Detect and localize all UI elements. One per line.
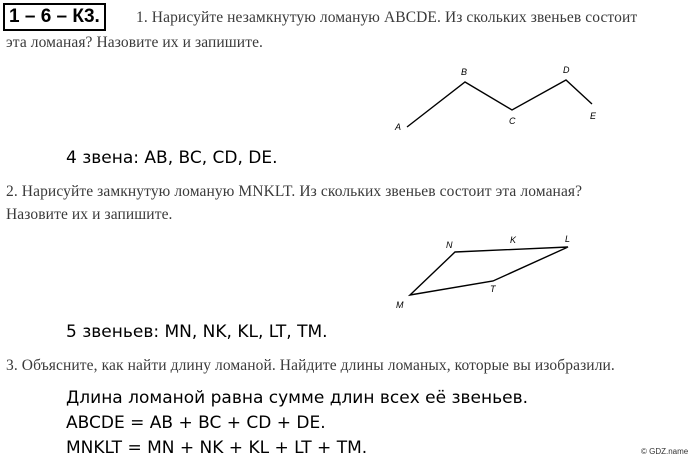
- point-label-t: T: [490, 284, 496, 294]
- open-polyline-figure: [385, 58, 610, 138]
- answer-2: 5 звеньев: MN, NK, KL, LT, TM.: [66, 322, 328, 342]
- question-1-line-2: эта ломаная? Назовите их и запишите.: [6, 34, 264, 51]
- point-label-n: N: [446, 240, 453, 250]
- answer-3-line-3: MNKLT = MN + NK + KL + LT + TM.: [66, 438, 368, 458]
- point-label-d: D: [563, 65, 570, 75]
- point-label-e: E: [590, 111, 597, 121]
- question-2-line-2: Назовите их и запишите.: [6, 206, 173, 223]
- point-label-a: A: [395, 122, 402, 132]
- question-1-line-1: 1. Нарисуйте незамкнутую ломаную ABCDE. Из скольких звеньев состоит: [136, 9, 638, 26]
- question-2-line-1: 2. Нарисуйте замкнутую ломаную MNKLT. Из скольких звеньев состоит эта ломаная?: [6, 183, 583, 200]
- answer-1: 4 звена: AB, BC, CD, DE.: [66, 148, 278, 168]
- answer-3-line-2: ABCDE = AB + BC + CD + DE.: [66, 413, 326, 433]
- question-3-line-1: 3. Объясните, как найти длину ломаной. Найдите длины ломаных, которые вы изобразили.: [6, 357, 615, 374]
- task-label: 1 – 6 – К3.: [3, 3, 106, 31]
- closed-polyline-figure: [390, 232, 590, 312]
- polyline-mnklt: [410, 247, 568, 295]
- answer-3-line-1: Длина ломаной равна сумме длин всех её звеньев.: [66, 388, 529, 408]
- point-label-b: B: [461, 67, 468, 77]
- polyline-abcde: [407, 80, 592, 127]
- point-label-l: L: [565, 234, 571, 244]
- point-label-c: C: [509, 116, 516, 126]
- point-label-k: K: [510, 235, 517, 245]
- watermark-text: © GDZ.name: [641, 447, 689, 456]
- point-label-m: M: [396, 300, 404, 310]
